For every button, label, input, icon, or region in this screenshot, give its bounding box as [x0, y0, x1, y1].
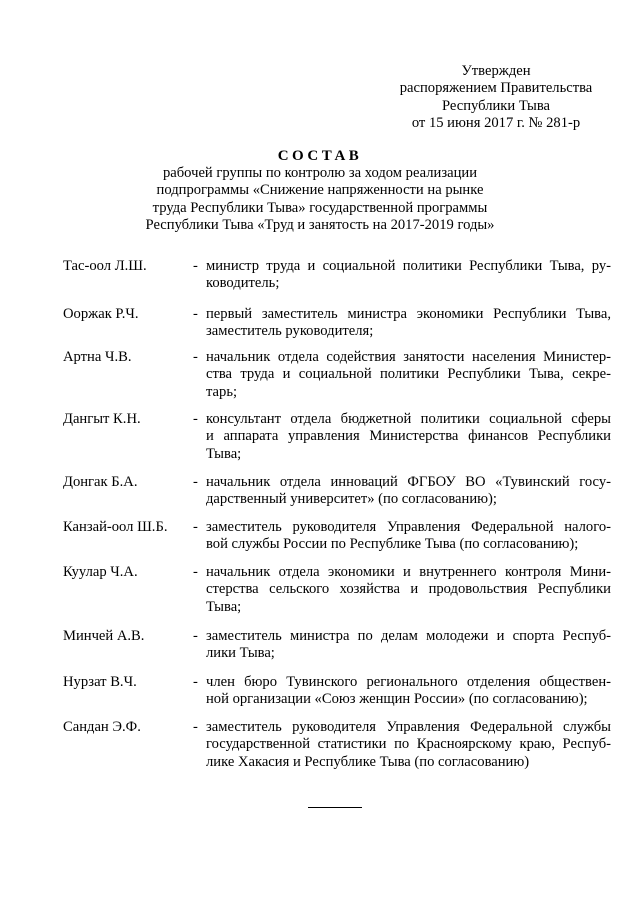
member-dash: - [193, 519, 198, 535]
role-line: первый заместитель министра экономики Республики Тыва, [206, 306, 611, 322]
role-line: Тыва; [206, 598, 242, 615]
role-line: заместитель руководителя Управления Федеральной налого- [206, 519, 611, 535]
role-line: член бюро Тувинского регионального отделения обществен- [206, 674, 611, 690]
role-line: лике Хакасия и Республике Тыва (по согласованию) [206, 753, 530, 770]
member-name: Артна Ч.В. [63, 349, 132, 365]
role-line: лики Тыва; [206, 645, 275, 662]
member-role [206, 674, 611, 709]
role-line: заместитель руководителя Управления Федеральной службы [206, 719, 611, 735]
member-name: Куулар Ч.А. [63, 564, 138, 580]
approval-block [380, 63, 612, 133]
role-line: заместитель министра по делам молодежи и спорта Респуб- [206, 628, 611, 644]
member-role [206, 628, 611, 663]
role-line: заместитель руководителя; [206, 323, 374, 340]
member-role [206, 349, 611, 401]
document-title: СОСТАВ [277, 148, 363, 164]
role-line: тарь; [206, 383, 238, 400]
document-subtitle [0, 165, 640, 235]
role-line: ства труда и социальной политики Республики Тыва, секре- [206, 366, 611, 383]
role-line: министр труда и социальной политики Республики Тыва, ру- [206, 258, 611, 274]
member-role [206, 719, 611, 771]
separator-line [308, 807, 362, 808]
approval-line: Республики Тыва [441, 97, 551, 114]
role-line: Тыва; [206, 445, 242, 462]
role-line: стерства сельского хозяйства и продовольствия Республики [206, 581, 611, 598]
role-line: государственной статистики по Красноярскому краю, Респуб- [206, 736, 611, 753]
member-dash: - [193, 474, 198, 490]
member-name: Ооржак Р.Ч. [63, 306, 139, 322]
member-dash: - [193, 628, 198, 644]
member-dash: - [193, 306, 198, 322]
role-line: и аппарата управления Министерства финансов Республики [206, 428, 611, 445]
role-line: начальник отдела содействия занятости населения Министер- [206, 349, 611, 365]
subtitle-line: подпрограммы «Снижение напряженности на рынке [156, 182, 484, 199]
subtitle-line: труда Республики Тыва» государственной программы [152, 199, 488, 216]
member-name: Канзай-оол Ш.Б. [63, 519, 168, 535]
member-role [206, 474, 611, 509]
approval-line: Утвержден [461, 63, 531, 79]
member-dash: - [193, 564, 198, 580]
role-line: начальник отдела инноваций ФГБОУ ВО «Тувинский госу- [206, 474, 611, 490]
role-line: консультант отдела бюджетной политики социальной сферы [206, 411, 611, 427]
approval-line: от 15 июня 2017 г. № 281-р [411, 115, 581, 132]
member-dash: - [193, 674, 198, 690]
role-line: ной организации «Союз женщин России» (по согласованию); [206, 691, 588, 708]
member-name: Тас-оол Л.Ш. [63, 258, 147, 274]
role-line: вой службы России по Республике Тыва (по согласованию); [206, 536, 579, 553]
member-name: Минчей А.В. [63, 628, 145, 644]
member-role [206, 306, 611, 341]
member-name: Дангыт К.Н. [63, 411, 141, 427]
member-dash: - [193, 258, 198, 274]
subtitle-line: Республики Тыва «Труд и занятость на 2017-2019 годы» [145, 217, 495, 234]
role-line: ководитель; [206, 275, 280, 292]
approval-line: распоряжением Правительства [399, 80, 593, 97]
member-name: Сандан Э.Ф. [63, 719, 141, 735]
subtitle-line: рабочей группы по контролю за ходом реализации [162, 165, 477, 181]
member-role [206, 519, 611, 554]
member-role [206, 258, 611, 293]
role-line: дарственный университет» (по согласованию); [206, 491, 497, 508]
member-role [206, 564, 611, 616]
member-name: Донгак Б.А. [63, 474, 138, 490]
member-dash: - [193, 719, 198, 735]
member-name: Нурзат В.Ч. [63, 674, 137, 690]
member-dash: - [193, 349, 198, 365]
role-line: начальник отдела экономики и внутреннего контроля Мини- [206, 564, 611, 580]
member-role [206, 411, 611, 463]
member-dash: - [193, 411, 198, 427]
